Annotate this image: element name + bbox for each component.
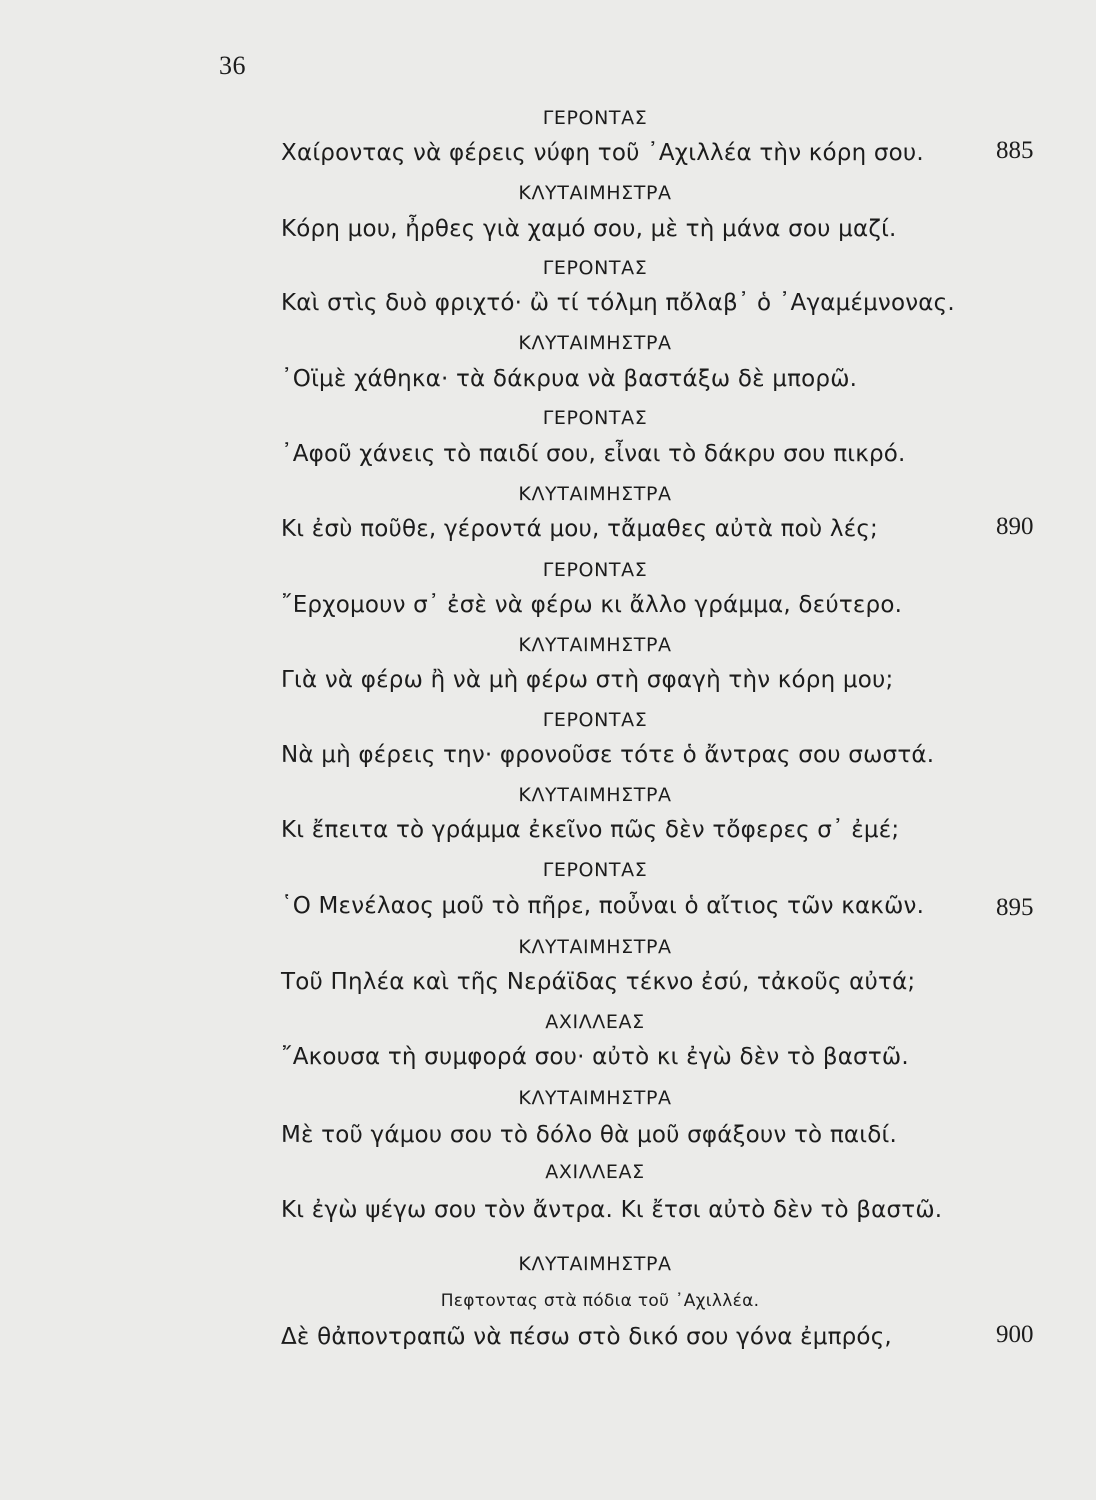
line-number: 895 [996, 894, 1034, 921]
speaker-name: ΓΕΡΟΝΤΑΣ [542, 407, 648, 429]
speaker-name: ΚΛΥΤΑΙΜΗΣΤΡΑ [518, 483, 672, 505]
speaker-name: ΚΛΥΤΑΙΜΗΣΤΡΑ [518, 1087, 672, 1109]
verse-line: ῎Ερχομουν σ᾿ ἐσὲ νὰ φέρω κι ἄλλο γράμμα, δεύτερο. [281, 592, 903, 618]
stage-direction: Πεφτοντας στὰ πόδια τοῦ ᾿Αχιλλέα. [440, 1291, 760, 1311]
page-number: 36 [219, 51, 246, 80]
verse-line: ᾿Αφοῦ χάνεις τὸ παιδί σου, εἶναι τὸ δάκρυ σου πικρό. [281, 441, 906, 467]
speaker-name: ΚΛΥΤΑΙΜΗΣΤΡΑ [518, 936, 672, 958]
verse-line: ᾿Οϊμὲ χάθηκα· τὰ δάκρυα νὰ βαστάξω δὲ μπορῶ. [281, 366, 858, 392]
verse-line: Κι ἐγὼ ψέγω σου τὸν ἄντρα. Κι ἔτσι αὐτὸ δὲν τὸ βαστῶ. [281, 1197, 943, 1223]
speaker-name: ΚΛΥΤΑΙΜΗΣΤΡΑ [518, 182, 672, 204]
verse-line: Χαίροντας νὰ φέρεις νύφη τοῦ ᾿Αχιλλέα τὴν κόρη σου. [281, 140, 924, 166]
speaker-name: ΚΛΥΤΑΙΜΗΣΤΡΑ [518, 332, 672, 354]
verse-line: Καὶ στὶς δυὸ φριχτό· ὢ τί τόλμη πὄλαβ᾿ ὁ ᾿Αγαμέμνονας. [281, 290, 955, 316]
verse-line: Μὲ τοῦ γάμου σου τὸ δόλο θὰ μοῦ σφάξουν τὸ παιδί. [281, 1122, 897, 1148]
verse-line: ῾Ο Μενέλαος μοῦ τὸ πῆρε, ποὖναι ὁ αἴτιος τῶν κακῶν. [281, 893, 925, 919]
line-number: 890 [996, 513, 1034, 540]
speaker-name: ΚΛΥΤΑΙΜΗΣΤΡΑ [518, 634, 672, 656]
verse-line: ῎Ακουσα τὴ συμφορά σου· αὐτὸ κι ἐγὼ δὲν τὸ βαστῶ. [281, 1044, 909, 1070]
verse-line: Τοῦ Πηλέα καὶ τῆς Νεράϊδας τέκνο ἐσύ, τἀκοῦς αὐτά; [281, 969, 916, 995]
verse-line: Κι ἐσὺ ποῦθε, γέροντά μου, τἄμαθες αὐτὰ ποὺ λές; [281, 516, 879, 542]
speaker-name: ΚΛΥΤΑΙΜΗΣΤΡΑ [518, 1253, 672, 1275]
speaker-name: ΓΕΡΟΝΤΑΣ [542, 709, 648, 731]
verse-line: Κι ἔπειτα τὸ γράμμα ἐκεῖνο πῶς δὲν τὄφερες σ᾿ ἐμέ; [281, 817, 900, 843]
speaker-name: ΑΧΙΛΛΕΑΣ [545, 1011, 645, 1033]
verse-line: Νὰ μὴ φέρεις την· φρονοῦσε τότε ὁ ἄντρας σου σωστά. [281, 742, 935, 768]
speaker-name: ΓΕΡΟΝΤΑΣ [542, 257, 648, 279]
line-number: 885 [996, 137, 1034, 164]
verse-line: Γιὰ νὰ φέρω ἢ νὰ μὴ φέρω στὴ σφαγὴ τὴν κόρη μου; [281, 667, 894, 693]
speaker-name: ΑΧΙΛΛΕΑΣ [545, 1161, 645, 1183]
speaker-name: ΓΕΡΟΝΤΑΣ [542, 859, 648, 881]
speaker-name: ΓΕΡΟΝΤΑΣ [542, 107, 648, 129]
line-number: 900 [996, 1321, 1034, 1348]
verse-line: Δὲ θἀποντραπῶ νὰ πέσω στὸ δικό σου γόνα ἐμπρός, [281, 1324, 892, 1350]
speaker-name: ΓΕΡΟΝΤΑΣ [542, 559, 648, 581]
speaker-name: ΚΛΥΤΑΙΜΗΣΤΡΑ [518, 784, 672, 806]
verse-line: Κόρη μου, ἦρθες γιὰ χαμό σου, μὲ τὴ μάνα σου μαζί. [281, 216, 897, 242]
